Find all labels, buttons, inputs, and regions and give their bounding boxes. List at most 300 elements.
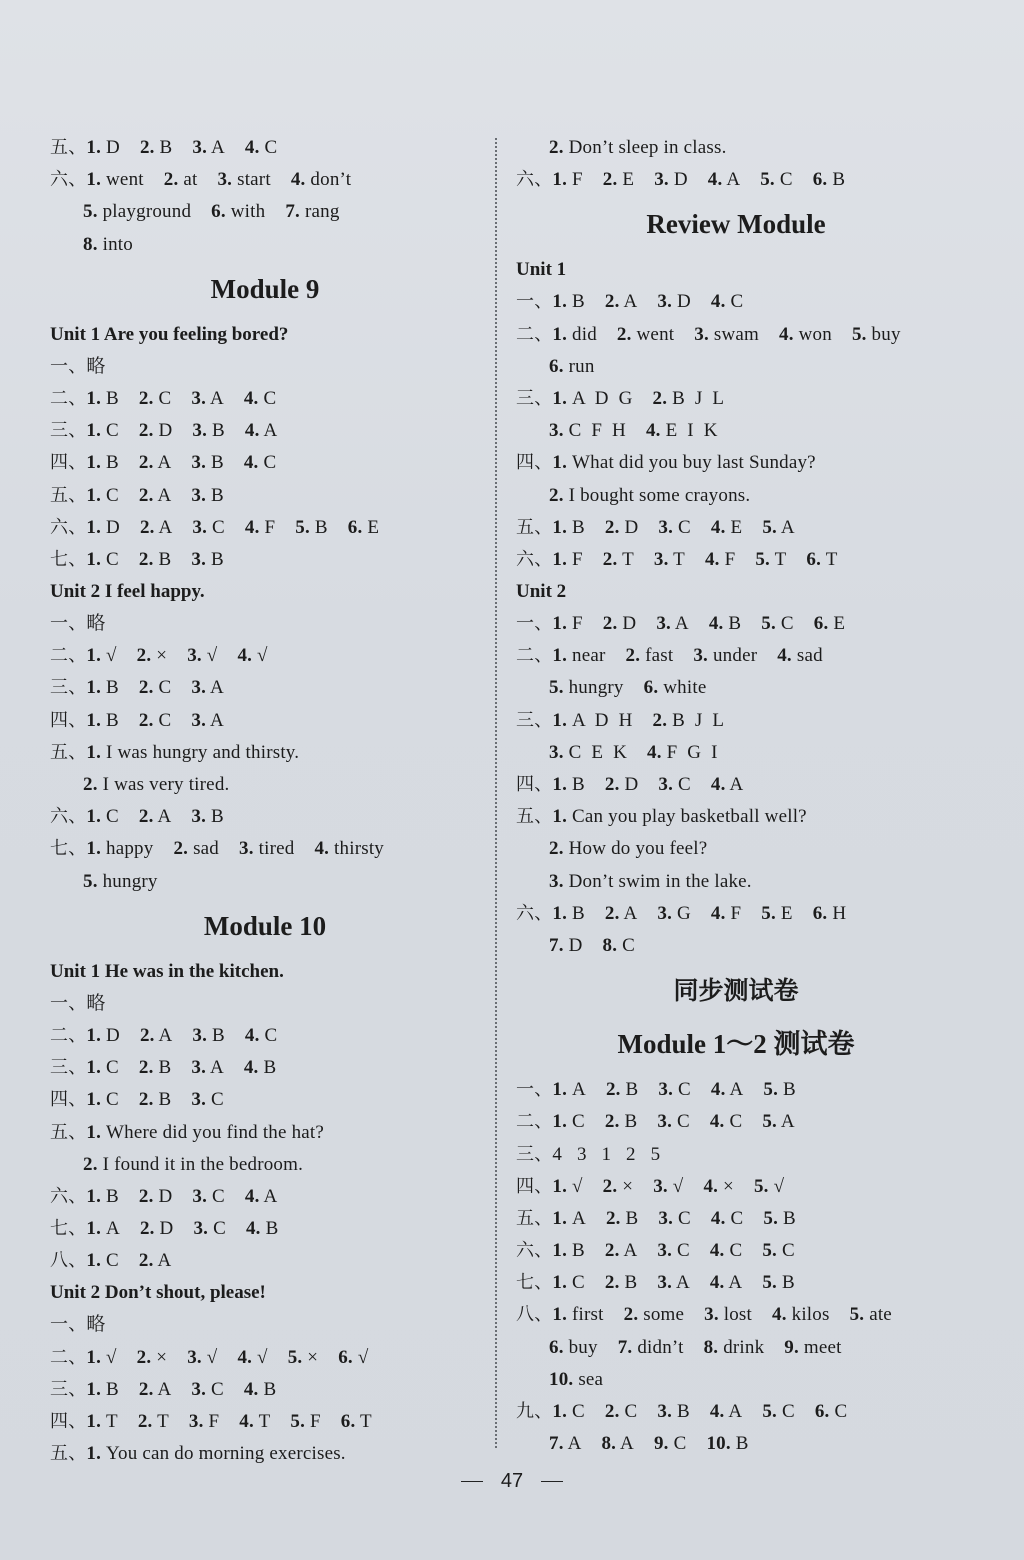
answer-value: won: [798, 323, 832, 345]
module-heading: Module 1～2 测试卷: [617, 1029, 855, 1060]
answer-line: [516, 1396, 956, 1428]
item-number: 3.: [192, 137, 208, 158]
question-marker: 六、: [516, 902, 553, 924]
question-marker: 三、: [516, 1143, 553, 1165]
answer-line: [50, 544, 480, 576]
answer-value: 略: [86, 613, 106, 635]
answer-line: [50, 480, 480, 512]
answer-value: B: [314, 516, 328, 538]
answer-item: [295, 517, 327, 538]
answer-item: [191, 710, 223, 731]
item-number: 3.: [693, 645, 709, 667]
answer-value: A: [157, 452, 172, 474]
answer-item: [338, 1347, 368, 1368]
answer-value: A: [780, 1111, 795, 1133]
answer-item: [137, 645, 168, 666]
answer-line: [50, 988, 480, 1020]
item-number: 5.: [762, 1401, 777, 1422]
item-number: 1.: [552, 1175, 568, 1197]
answer-value: C: [264, 1024, 278, 1046]
answer-value: T: [360, 1411, 372, 1432]
item-number: 1.: [552, 902, 568, 924]
item-number: 3.: [694, 323, 709, 345]
answer-item: [191, 806, 223, 827]
item-number: 2.: [602, 169, 618, 191]
answer-item: [605, 1111, 637, 1132]
answer-line: [516, 512, 956, 544]
answer-value: B: [212, 420, 225, 442]
answer-item: [703, 1176, 734, 1197]
answer-item: [86, 1443, 345, 1464]
item-number: 6.: [549, 1336, 564, 1358]
answer-line: [50, 164, 480, 196]
item-number: 3.: [192, 516, 208, 538]
answer-value: F: [264, 516, 276, 538]
item-number: 8.: [83, 233, 98, 255]
item-number: 4.: [237, 645, 253, 667]
answer-value: C: [106, 806, 119, 828]
answer-value: C: [678, 774, 691, 795]
item-number: 4.: [710, 291, 726, 313]
answer-item: [762, 1111, 794, 1132]
answer-value: A: [263, 1185, 278, 1207]
answer-value: C: [213, 1218, 226, 1240]
answer-item: [193, 1218, 225, 1239]
answer-line: [50, 1342, 480, 1374]
answer-value: How do you feel?: [568, 838, 708, 860]
question-marker: 一、: [516, 291, 553, 313]
answer-value: near: [572, 645, 606, 667]
item-number: 4.: [772, 1304, 787, 1326]
item-number: 2.: [138, 420, 154, 442]
answer-item: [618, 1337, 684, 1358]
answer-value: A: [157, 484, 172, 506]
answer-value: A: [572, 1207, 586, 1229]
answer-value: A: [209, 709, 224, 731]
answer-value: first: [572, 1304, 604, 1326]
item-number: 5.: [290, 1411, 306, 1432]
answer-value: did: [572, 323, 597, 345]
answer-value: buy: [568, 1336, 598, 1358]
answer-item: [187, 1347, 217, 1368]
answer-item: [86, 742, 299, 763]
answer-item: [552, 774, 584, 795]
answer-item: [654, 549, 685, 570]
question-marker: 二、: [50, 1024, 87, 1046]
answer-item: [86, 1250, 118, 1271]
question-marker: 一、: [50, 613, 87, 635]
item-number: 1.: [552, 709, 568, 731]
answer-item: [245, 137, 277, 158]
module-heading: Module 9: [210, 273, 320, 304]
item-number: 6.: [347, 516, 363, 538]
question-marker: 六、: [516, 1240, 553, 1262]
answer-item: [762, 1401, 794, 1422]
item-number: 3.: [187, 645, 202, 667]
item-number: 2.: [138, 548, 154, 570]
answer-item: [139, 1379, 171, 1400]
answer-value: C: [676, 1240, 690, 1262]
answer-line: [50, 383, 480, 415]
answer-item: [605, 291, 637, 312]
answer-item: [140, 1218, 174, 1239]
answer-value: C: [622, 934, 636, 956]
answer-value: E: [622, 169, 635, 191]
answer-item: [653, 710, 725, 731]
answer-value: T: [106, 1411, 118, 1432]
answer-value: B: [106, 1185, 119, 1207]
question-marker: 五、: [50, 741, 87, 763]
answer-value: A: [728, 1401, 743, 1422]
question-marker: 一、: [516, 613, 553, 635]
answer-item: [603, 169, 634, 190]
answer-line: [516, 1428, 956, 1460]
item-number: 1.: [552, 452, 568, 474]
item-number: 3.: [191, 484, 207, 506]
answer-value: B: [676, 1401, 690, 1422]
answer-item: [245, 1186, 277, 1207]
item-number: 1.: [552, 548, 568, 570]
item-number: 2.: [138, 677, 154, 699]
answer-item: [244, 388, 276, 409]
answer-item: [784, 1337, 841, 1358]
answer-item: [644, 677, 707, 698]
answer-item: [552, 1401, 584, 1422]
answer-value: T: [157, 1411, 169, 1432]
item-number: 5.: [761, 902, 776, 924]
answer-value: √: [572, 1175, 583, 1197]
item-number: 5.: [755, 548, 770, 570]
item-number: 1.: [86, 645, 102, 667]
item-number: 3.: [549, 741, 564, 763]
answer-value: went: [106, 169, 144, 191]
item-number: 8.: [602, 934, 618, 956]
answer-item: [657, 1111, 689, 1132]
answer-value: A: [157, 806, 172, 828]
item-number: 1.: [552, 613, 568, 635]
item-number: 2.: [139, 1024, 155, 1046]
answer-value: F: [309, 1411, 321, 1432]
answer-value: G: [676, 902, 691, 924]
item-number: 2.: [138, 709, 154, 731]
answer-value: √: [106, 1346, 117, 1368]
answer-value: A: [572, 1079, 586, 1101]
item-number: 4.: [777, 645, 792, 667]
answer-item: [86, 838, 153, 859]
item-number: 1.: [552, 1401, 568, 1422]
answer-line: [516, 801, 956, 833]
item-number: 5.: [851, 323, 867, 345]
item-number: 3.: [191, 677, 207, 699]
item-number: 2.: [137, 1411, 153, 1432]
item-number: 2.: [625, 645, 641, 667]
answer-item: [605, 517, 639, 538]
answer-value: rang: [304, 201, 340, 223]
answer-value: B: [210, 484, 224, 506]
answer-item: [139, 485, 171, 506]
item-number: 4.: [244, 420, 260, 442]
answer-item: [653, 1176, 683, 1197]
answer-value: A: [674, 613, 689, 635]
item-number: 2.: [604, 516, 620, 538]
answer-line: [50, 1084, 480, 1116]
answer-value: C: [676, 1111, 690, 1133]
answer-item: [552, 388, 632, 409]
answer-value: B: [106, 387, 119, 409]
answer-item: [140, 137, 172, 158]
answer-value: B: [624, 1111, 638, 1133]
question-marker: 三、: [50, 420, 87, 442]
left-column: [50, 132, 480, 1470]
item-number: 3.: [191, 1378, 207, 1400]
item-number: 2.: [138, 1378, 154, 1400]
answer-line: [516, 898, 956, 930]
item-number: 1.: [86, 677, 102, 699]
item-number: 4.: [290, 169, 306, 191]
answer-value: D: [622, 613, 637, 635]
answer-value: sad: [193, 838, 219, 860]
answer-item: [603, 1176, 634, 1197]
item-number: 8.: [703, 1336, 719, 1358]
item-number: 2.: [549, 484, 564, 506]
answer-value: D: [676, 291, 691, 313]
item-number: 5.: [762, 1111, 777, 1133]
answer-line: [50, 640, 480, 672]
answer-value: Where did you find the hat?: [106, 1121, 325, 1143]
answer-item: [83, 234, 133, 255]
item-number: 2.: [604, 291, 620, 313]
item-number: 4.: [239, 1411, 254, 1432]
question-marker: 二、: [50, 387, 87, 409]
answer-item: [605, 774, 639, 795]
answer-value: C: [212, 1185, 225, 1207]
right-column: [516, 132, 956, 1460]
answer-item: [139, 1186, 173, 1207]
item-number: 4.: [707, 169, 723, 191]
answer-item: [83, 201, 191, 222]
item-number: 2.: [163, 169, 179, 191]
answer-item: [657, 1272, 689, 1293]
question-marker: 六、: [50, 516, 87, 538]
answer-item: [552, 452, 815, 473]
answer-value: meet: [803, 1336, 842, 1358]
question-marker: 八、: [516, 1304, 553, 1326]
answer-item: [552, 613, 582, 634]
item-number: 4.: [314, 838, 330, 860]
item-number: 1.: [552, 1272, 568, 1294]
answer-item: [772, 1304, 830, 1325]
answer-value: A: [567, 1433, 582, 1455]
item-number: 1.: [86, 1250, 102, 1272]
question-marker: 七、: [516, 1272, 553, 1294]
item-number: 2.: [138, 452, 154, 474]
item-number: 5.: [549, 677, 564, 699]
item-number: 6.: [814, 1401, 830, 1422]
item-number: 3.: [653, 1175, 668, 1197]
item-number: 2.: [616, 323, 632, 345]
answer-value: C: [730, 291, 744, 313]
answer-value: B: [735, 1433, 749, 1455]
item-number: 1.: [552, 387, 568, 409]
item-number: 3.: [657, 291, 673, 313]
answer-value: ×: [156, 645, 168, 667]
item-number: 1.: [86, 137, 102, 158]
item-number: 6.: [211, 201, 226, 223]
answer-item: [763, 1079, 795, 1100]
item-number: 3.: [657, 1240, 673, 1262]
answer-value: A: [209, 1057, 224, 1079]
answer-item: [658, 517, 690, 538]
answer-item: [549, 871, 752, 892]
item-number: 1.: [86, 838, 102, 860]
answer-line: [50, 1149, 480, 1181]
question-marker: 八、: [50, 1250, 87, 1272]
question-marker: 四、: [516, 774, 553, 795]
answer-item: [603, 549, 634, 570]
item-number: 2.: [604, 1240, 620, 1262]
answer-line: [516, 1235, 956, 1267]
item-number: 3.: [658, 1079, 674, 1101]
answer-item: [711, 1079, 743, 1100]
answer-value: 4 3 1 2 5: [552, 1143, 661, 1165]
question-marker: 一、: [50, 992, 87, 1014]
answer-value: A: [209, 387, 224, 409]
answer-line: [516, 866, 956, 898]
answer-item: [754, 1176, 784, 1197]
answer-value: C: [106, 1057, 119, 1079]
unit-heading: Unit 1: [516, 259, 567, 281]
item-number: 3.: [657, 1272, 673, 1294]
answer-value: A: [675, 1272, 690, 1294]
answer-line: [516, 480, 956, 512]
answer-item: [83, 774, 229, 795]
answer-line: [516, 415, 956, 447]
answer-value: T: [825, 548, 838, 570]
answer-value: A: [726, 169, 741, 191]
item-number: 1.: [86, 484, 102, 506]
answer-item: [657, 903, 691, 924]
answer-item: [187, 645, 217, 666]
answer-item: [777, 645, 823, 666]
answer-value: You can do morning exercises.: [106, 1443, 346, 1465]
item-number: 1.: [86, 548, 102, 570]
answer-item: [658, 1208, 690, 1229]
answer-item: [139, 420, 173, 441]
column-divider: [495, 138, 497, 1448]
item-number: 1.: [552, 806, 568, 828]
item-number: 2.: [623, 1304, 639, 1326]
answer-item: [86, 388, 118, 409]
answer-line: [516, 164, 956, 196]
answer-item: [86, 517, 120, 538]
answer-item: [552, 1208, 586, 1229]
answer-item: [657, 1240, 689, 1261]
answer-value: D: [158, 420, 173, 442]
answer-item: [549, 742, 627, 763]
answer-value: √: [206, 1346, 218, 1368]
answer-value: E: [833, 613, 846, 635]
question-marker: 四、: [516, 452, 553, 474]
answer-value: Don’t swim in the lake.: [568, 870, 752, 892]
answer-item: [654, 169, 688, 190]
answer-item: [657, 1401, 689, 1422]
answer-item: [83, 871, 158, 892]
question-marker: 五、: [50, 1121, 87, 1143]
answer-line: [516, 1139, 956, 1171]
item-number: 5.: [83, 201, 98, 223]
answer-item: [658, 774, 690, 795]
answer-item: [290, 1411, 320, 1432]
answer-item: [710, 1111, 742, 1132]
item-number: 4.: [243, 1057, 259, 1079]
answer-item: [711, 1208, 743, 1229]
answer-item: [86, 356, 105, 377]
item-number: 2.: [652, 387, 668, 409]
answer-line: [50, 196, 480, 228]
item-number: 2.: [138, 806, 154, 828]
unit-heading: Unit 2 I feel happy.: [50, 581, 205, 603]
item-number: 1.: [86, 1443, 102, 1465]
answer-item: [710, 1401, 742, 1422]
answer-item: [86, 710, 118, 731]
answer-item: [606, 1208, 638, 1229]
answer-item: [86, 993, 105, 1014]
answer-value: F: [730, 902, 742, 924]
answer-line: [50, 1052, 480, 1084]
answer-item: [86, 1411, 117, 1432]
item-number: 2.: [138, 1057, 154, 1079]
item-number: 7.: [285, 201, 301, 223]
answer-value: under: [712, 645, 758, 667]
answer-item: [552, 1079, 586, 1100]
answer-value: B: [572, 774, 585, 795]
answer-value: √: [357, 1346, 369, 1368]
answer-line: [50, 737, 480, 769]
answer-value: C: [572, 1111, 585, 1133]
answer-item: [211, 201, 265, 222]
item-number: 1.: [552, 169, 568, 191]
answer-item: [850, 1304, 892, 1325]
item-number: 1.: [86, 420, 102, 442]
answer-value: What did you buy last Sunday?: [572, 452, 816, 474]
answer-value: A: [780, 516, 795, 538]
question-marker: 七、: [50, 548, 87, 570]
answer-value: D: [673, 169, 688, 191]
answer-value: A: [620, 1433, 634, 1455]
item-number: 4.: [244, 1024, 260, 1046]
item-number: 4.: [710, 902, 726, 924]
answer-item: [164, 169, 198, 190]
item-number: 3.: [654, 169, 669, 191]
answer-value: D: [568, 934, 583, 956]
answer-line: [516, 132, 956, 164]
item-number: 6.: [549, 355, 564, 377]
answer-line: [516, 640, 956, 672]
item-number: 1.: [86, 1121, 102, 1143]
answer-line: [516, 1332, 956, 1364]
answer-value: B: [106, 709, 119, 731]
answer-value: kilos: [791, 1304, 830, 1326]
question-marker: 五、: [516, 516, 553, 538]
answer-value: T: [774, 548, 787, 570]
item-number: 1.: [552, 323, 568, 345]
answer-value: drink: [723, 1336, 765, 1358]
answer-value: √: [257, 1346, 268, 1368]
item-number: 2.: [602, 548, 618, 570]
answer-value: 略: [86, 1314, 106, 1336]
answer-line: [50, 1181, 480, 1213]
answer-value: 略: [86, 992, 106, 1014]
